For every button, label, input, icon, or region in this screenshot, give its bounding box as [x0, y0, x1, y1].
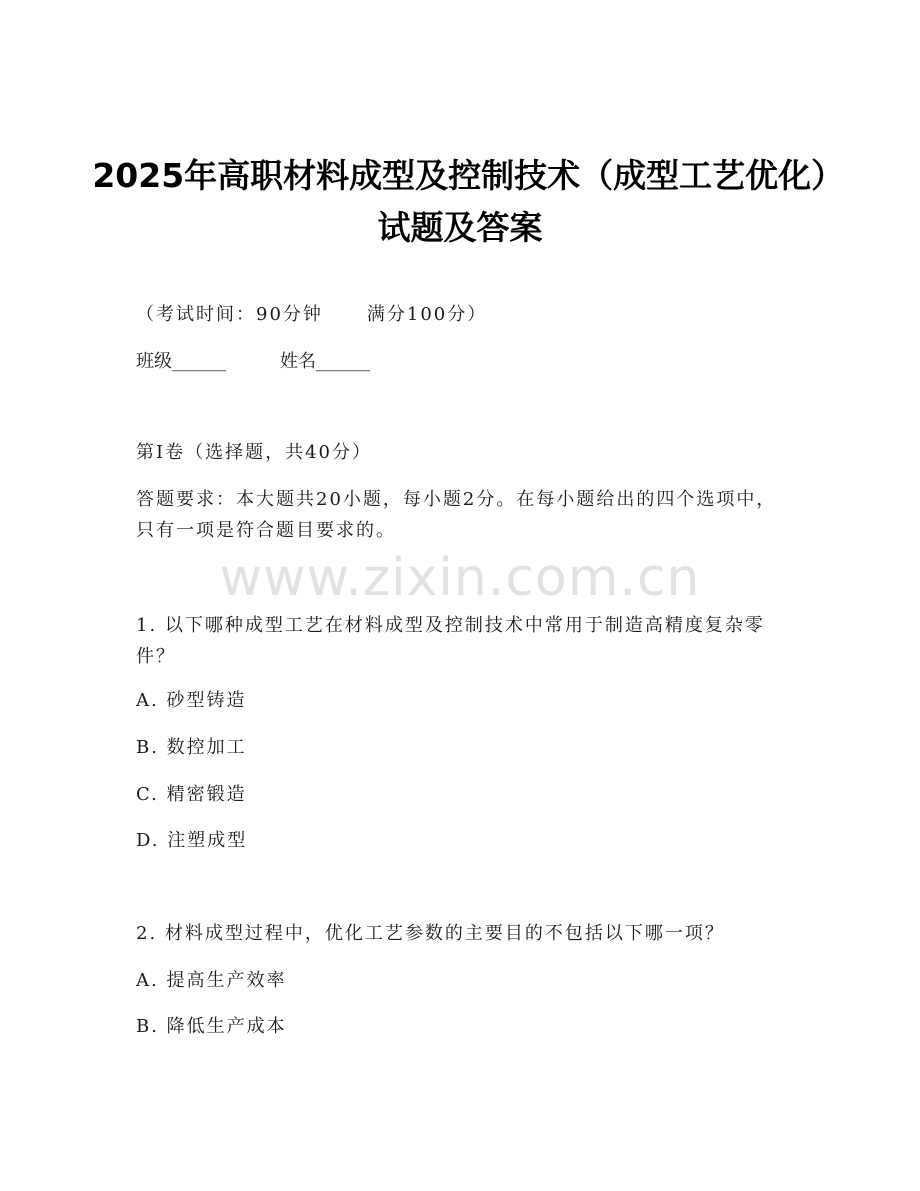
full-score: 满分100分）: [366, 304, 488, 325]
question-stem-2: 2. 材料成型过程中，优化工艺参数的主要目的不包括以下哪一项？: [136, 923, 725, 944]
class-field-label: 班级______: [136, 351, 226, 372]
exam-time: （考试时间：90分钟: [136, 304, 323, 325]
instructions: 答题要求：本大题共20小题，每小题2分。在每小题给出的四个选项中，只有一项是符合题目要求的。: [136, 489, 777, 541]
document-title: 2025年高职材料成型及控制技术（成型工艺优化）试题及答案: [92, 156, 828, 247]
question-2-option-a: A. 提高生产效率: [136, 970, 287, 991]
name-field-label: 姓名______: [280, 351, 370, 372]
section-title: 第I卷（选择题，共40分）: [136, 442, 373, 463]
question-1-option-a: A. 砂型铸造: [136, 690, 247, 711]
exam-info-line: [136, 303, 487, 327]
question-2-option-b: B. 降低生产成本: [136, 1016, 287, 1037]
watermark-text: www.zixin.com.cn: [219, 548, 701, 608]
student-info-line: [136, 350, 370, 374]
question-1-option-b: B. 数控加工: [136, 737, 247, 758]
question-1-option-d: D. 注塑成型: [136, 830, 248, 851]
question-1-option-c: C. 精密锻造: [136, 784, 247, 805]
question-stem-1: 1. 以下哪种成型工艺在材料成型及控制技术中常用于制造高精度复杂零件？: [136, 615, 765, 667]
